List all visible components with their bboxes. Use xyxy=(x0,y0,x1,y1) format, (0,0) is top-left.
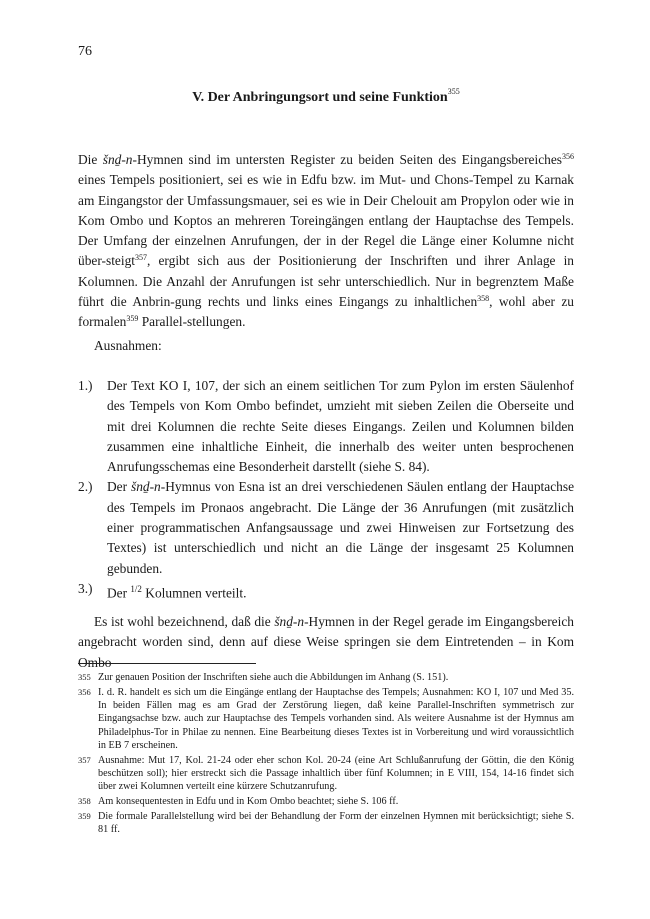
text-run: , wohl aber zu formalen xyxy=(78,294,574,330)
footnote xyxy=(78,671,574,684)
text-run: -Hymnus von Esna ist an drei verschiedenen Säulen entlang der Hauptachse des Tempels im Pronaos angebracht. Die Länge der 36 Anrufungen (mit zusätzlich einer programmatischen Anfangsaussage und zwei Hinweisen zur Fortsetzung des Textes) ist unterschiedlich und nicht an die Länge der insgesamt 25 Kolumnen gebunden. xyxy=(107,479,575,576)
list-item xyxy=(78,376,574,477)
footnote-ref: 356 xyxy=(562,152,574,161)
footnote-ref: 359 xyxy=(126,314,139,324)
paragraph-2: Ausnahmen: xyxy=(94,338,162,353)
footnote-ref: 355 xyxy=(447,87,460,96)
footnote-number: 359 xyxy=(78,810,91,821)
list-number: 3.) xyxy=(78,580,93,596)
page-number: 76 xyxy=(78,44,92,59)
footnote-text: Am konsequentesten in Edfu und in Kom Ombo beachtet; siehe S. 106 ff. xyxy=(98,796,399,808)
text-run: eines Tempels positioniert, sei es wie in Edfu bzw. im Mut- und Chons-Tempel zu Karnak am Eingangstor der Umfassungsmauer, sei es wie in Deir Chelouit am Propylon oder wie in Kom Ombo und Koptos an mehreren Toreingängen entlang der Hauptachse des Tempels. Der Umfang der einzelnen Anrufungen, der in der Regel die Länge einer Kolumne nicht über-steigt xyxy=(78,172,574,269)
paragraph-1 xyxy=(78,150,574,333)
section-heading xyxy=(78,87,574,106)
footnote xyxy=(78,795,574,808)
text-run: -Hymnen sind im untersten Register zu beiden Seiten des Eingangsbereiches xyxy=(132,152,562,167)
heading-text: V. Der Anbringungsort und seine Funktion xyxy=(192,90,448,105)
footnote-number: 358 xyxy=(78,796,91,807)
text-run: Kolumnen verteilt. xyxy=(141,585,247,601)
list-item xyxy=(78,579,574,604)
text-run: Die xyxy=(78,152,103,167)
text-run: -Hymnen in der Regel gerade im Eingangsbereich angebracht worden sind, denn auf diese Weise springen sie dem Eintretenden – in Kom Ombo xyxy=(78,614,574,670)
footnote-number: 357 xyxy=(78,754,91,765)
footnote xyxy=(78,686,574,752)
exceptions-list xyxy=(78,376,574,604)
list-number: 2.) xyxy=(78,479,93,495)
footnote-text: Zur genauen Position der Inschriften siehe auch die Abbildungen im Anhang (S. 151). xyxy=(98,672,449,683)
footnote-text: Ausnahme: Mut 17, Kol. 21-24 oder eher schon Kol. 20-24 (eine Art Schlußanrufung der Göttin, die den König beschützen soll); hier erstreckt sich die Passage inhaltlich über fünf Kolumnen; in E VIII, 154, 14-16 findet sich über zwei Kolumnen verteilt eine kürzere Schutzanrufung. xyxy=(98,754,574,793)
transliteration: šnḏ-n xyxy=(131,479,161,495)
text-run: Der xyxy=(107,479,131,495)
footnote-ref: 357 xyxy=(135,253,147,263)
footnote-number: 355 xyxy=(78,672,91,682)
footnote-ref: 358 xyxy=(477,294,490,304)
fraction: 1/2 xyxy=(130,583,142,594)
text-run: Parallel-stellungen. xyxy=(138,314,246,330)
footnote-text: I. d. R. handelt es sich um die Eingänge entlang der Hauptachse des Tempels; Ausnahmen: KO I, 107 und Med 35. In beiden Fällen mag es am Grad der Zerstörung liegen, daß keine Parallel-Inschriften symmetrisch zur Eingangsachse bzw. auch zur Hauptachse des Tempels vorhanden sind. Als weitere Ausnahme ist der Hymnus am Philadelphus-Tor in Philae zu nennen. Eine Bearbeitung dieses Textes ist in Vorbereitung und wird voraussichtlich in EB 7 erscheinen. xyxy=(98,686,574,751)
footnote-text: Die formale Parallelstellung wird bei der Behandlung der Form der einzelnen Hymnen mit berücksichtigt; siehe S. 81 ff. xyxy=(98,810,574,836)
text-run: Der Text KO I, 107, der sich an einem seitlichen Tor zum Pylon im ersten Säulenhof des Tempels von Kom Ombo befindet, umzieht mit sieben Zeilen die Oberseite und mit drei Kolumnen die rechte Seite dieses Eingangs. Zeilen und Kolumnen bilden zusammen eine inhaltliche Einheit, die innerhalb des weiter unten besprochenen Anrufungsschemas eine Besonderheit darstellt (siehe S. 84). xyxy=(107,378,574,475)
transliteration: šnḏ-n xyxy=(274,614,305,629)
footnote xyxy=(78,754,574,794)
text-run: , ergibt sich aus der Positionierung der Inschriften und ihrer Anlage in Kolumnen. Die Anzahl der Anrufungen ist sehr unterschiedlich. Nur in begrenztem Maße führt die Anbrin-gung rechts und links eines Eingangs zu inhaltlichen xyxy=(78,253,574,310)
list-item xyxy=(78,477,574,578)
footnote-separator xyxy=(78,663,256,664)
footnote xyxy=(78,810,574,837)
list-number: 1.) xyxy=(78,378,93,393)
footnote-number: 356 xyxy=(78,686,91,697)
footnotes xyxy=(78,671,574,838)
text-run: Der xyxy=(107,585,131,601)
text-run: Es ist wohl bezeichnend, daß die xyxy=(94,614,275,629)
transliteration: šnḏ-n xyxy=(102,152,133,167)
